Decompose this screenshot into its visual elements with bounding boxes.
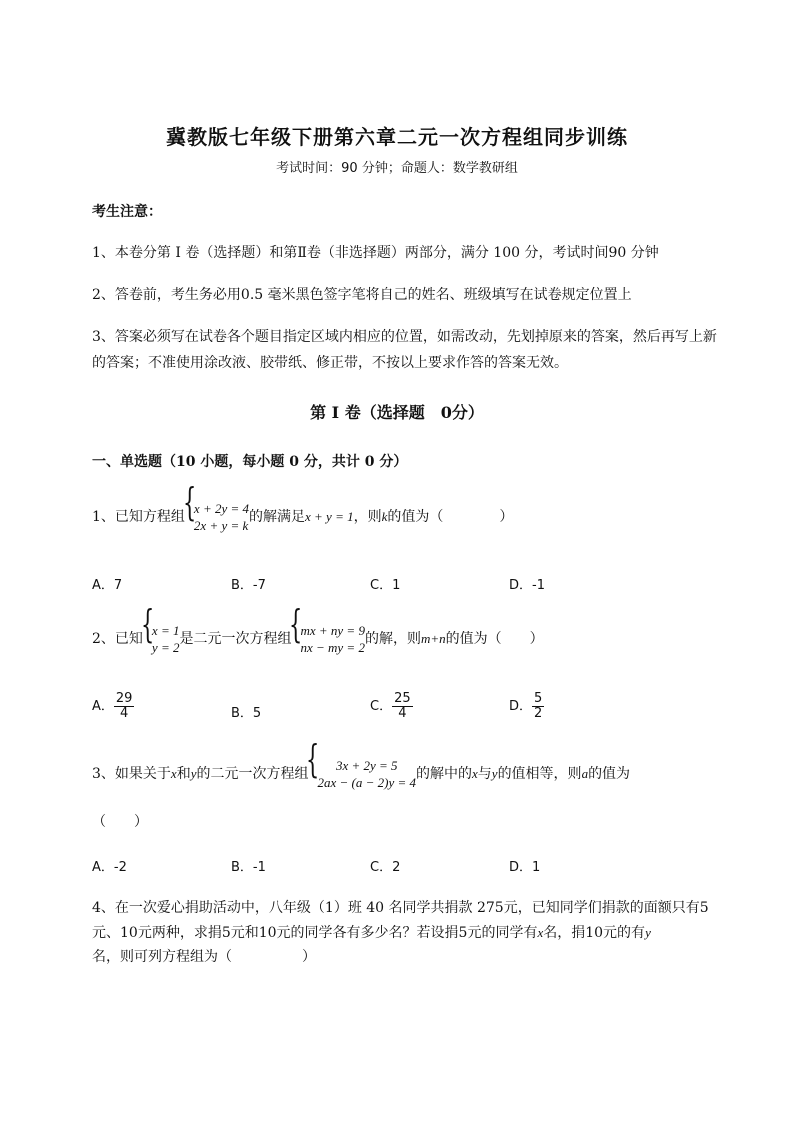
notice-item-3: 3、答案必须写在试卷各个题目指定区域内相应的位置，如需改动，先划掉原来的答案，然后再写上新 [92, 329, 717, 345]
q2-d-fraction [532, 692, 544, 721]
q2-a-fraction [114, 692, 135, 721]
q4-x: x [537, 925, 544, 940]
notice-item-2: 2、答卷前，考生务必用0.5 毫米黑色签字笔将自己的姓名、班级填写在试卷规定位置上 [92, 287, 632, 303]
q4-y: y [645, 925, 651, 940]
q2-a-label: A． [92, 699, 114, 714]
q1-eq2: 2x + y = k [193, 518, 249, 533]
q1-system [185, 500, 249, 534]
notice-item-3-cont: 的答案；不准使用涂改液、胶带纸、修正带，不按以上要求作答的答案无效。 [92, 355, 568, 371]
q3-option-a[interactable]: A．-2 [92, 860, 127, 875]
q2-option-c[interactable] [370, 692, 413, 721]
exam-title: 冀教版七年级下册第六章二元一次方程组同步训练 [166, 125, 628, 149]
q3-option-d[interactable]: D．1 [509, 860, 541, 875]
q3-middle: 的二元一次方程组 [196, 766, 309, 782]
q3-e1: { 3x + 2y = 5 [335, 758, 398, 773]
q2-c-num: 25 [394, 691, 411, 706]
q4-line2b: 名，捐10元的有 [543, 925, 646, 941]
question-1 [92, 500, 513, 534]
q2-option-b[interactable]: B．5 [231, 706, 262, 721]
q2-solution [143, 622, 180, 656]
q3-option-b[interactable]: B．-1 [231, 860, 266, 875]
q4-line-2 [92, 922, 651, 942]
notice-heading: 考生注意： [92, 204, 162, 220]
q1-var: k [381, 509, 388, 524]
q1-option-a[interactable]: A．7 [92, 578, 123, 593]
section-title: 一、单选题（10 小题，每小题 0 分，共计 0 分） [92, 454, 408, 470]
q2-a-den: 4 [120, 706, 129, 721]
q4-line2a: 元、10元两种，求捐5元和10元的同学各有多少名？若设捐5元的同学有 [92, 925, 538, 941]
q4-line-3: 名，则可列方程组为（ ） [92, 949, 316, 965]
q2-c-fraction [392, 692, 413, 721]
q1-condition: x + y = 1 [305, 509, 354, 524]
q3-and: 和 [176, 766, 191, 782]
q2-e2: nx − my = 2 [300, 640, 365, 655]
q2-e1: { mx + ny = 9 [300, 623, 365, 638]
exam-subtitle: 考试时间：90 分钟；命题人：数学教研组 [276, 161, 518, 176]
q3-suffix3: 的值为 [588, 766, 631, 782]
q1-prefix: 1、已知方程组 [92, 509, 185, 525]
q3-option-c[interactable]: C．2 [370, 860, 401, 875]
q3-suffix1: 的解中的 [416, 766, 472, 782]
question-3 [92, 757, 630, 791]
q2-option-a[interactable] [92, 692, 134, 721]
q1-suffix1: ，则 [353, 509, 382, 525]
part1-heading: 第 I 卷（选择题 0分） [310, 403, 484, 422]
notice-item-1: 1、本卷分第 I 卷（选择题）和第Ⅱ卷（非选择题）两部分，满分 100 分，考试时间90 分钟 [92, 245, 659, 261]
q2-middle: 是二元一次方程组 [179, 631, 292, 647]
q3-with: 与 [477, 766, 492, 782]
q2-s1: { x = 1 [151, 623, 180, 638]
q3-a: a [581, 766, 589, 781]
q2-c-den: 4 [398, 706, 407, 721]
q2-a-num: 29 [115, 691, 133, 706]
q2-d-num: 5 [534, 691, 543, 706]
q3-e2: 2ax − (a − 2)y = 4 [317, 775, 416, 790]
q3-system [308, 757, 416, 791]
q2-prefix: 2、已知 [92, 631, 143, 647]
q3-prefix: 3、如果关于 [92, 766, 171, 782]
q3-suffix2: 的值相等，则 [497, 766, 582, 782]
q2-option-d[interactable] [509, 692, 544, 721]
q3-y: y [190, 766, 197, 781]
q3-x: x [170, 766, 177, 781]
q1-option-b[interactable]: B．-7 [231, 578, 266, 593]
q2-s2: y = 2 [151, 640, 180, 655]
q2-c-label: C． [370, 699, 393, 714]
q1-middle: 的解满足 [249, 509, 306, 525]
q3-x2: x [472, 766, 478, 781]
q2-d-den: 2 [534, 706, 543, 721]
q2-d-label: D． [509, 699, 533, 714]
q2-suffix1: 的解，则 [364, 631, 421, 647]
q3-y2: y [491, 766, 498, 781]
question-2 [92, 622, 544, 656]
q1-eq1: { x + 2y = 4 [193, 501, 250, 516]
q2-expr: m+n [420, 631, 446, 646]
q4-line-1: 4、在一次爱心捐助活动中，八年级（1）班 40 名同学共捐款 275元，已知同学们捐款的面额只有5 [92, 900, 709, 916]
q3-answer-paren: （ ） [92, 814, 148, 830]
q2-suffix2: 的值为（ ） [445, 631, 544, 647]
q2-system [291, 622, 364, 656]
q1-option-c[interactable]: C．1 [370, 578, 401, 593]
q1-option-d[interactable]: D．-1 [509, 578, 545, 593]
q1-suffix2: 的值为（ ） [387, 509, 514, 525]
